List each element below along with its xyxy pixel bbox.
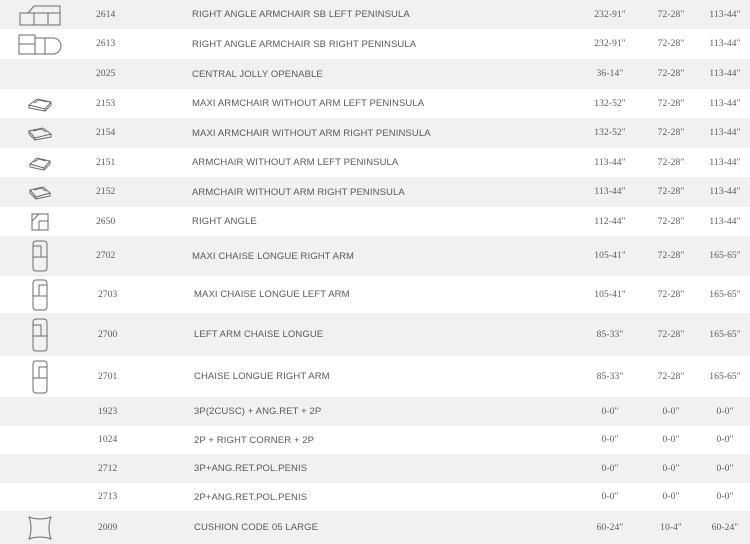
product-description: MAXI ARMCHAIR WITHOUT ARM LEFT PENINSULA [192, 98, 425, 109]
product-description: MAXI CHAISE LONGUE LEFT ARM [194, 289, 350, 300]
product-height: 165-65" [709, 329, 741, 340]
product-code: 2613 [96, 39, 116, 49]
product-width: 232-91" [594, 39, 626, 49]
table-row[interactable] [0, 483, 750, 511]
product-description: RIGHT ANGLE [192, 216, 257, 227]
product-width: 0-0" [601, 492, 619, 502]
product-height: 0-0" [716, 492, 734, 502]
product-width: 132-52" [594, 128, 626, 138]
product-depth: 72-28" [657, 39, 685, 49]
product-description: 2P + RIGHT CORNER + 2P [194, 434, 315, 446]
table-row[interactable] [0, 118, 750, 148]
product-depth: 72-28" [657, 216, 685, 227]
product-code: 2701 [98, 371, 118, 382]
product-description: ARMCHAIR WITHOUT ARM LEFT PENINSULA [192, 157, 399, 168]
product-depth: 72-28" [657, 371, 685, 382]
product-width: 60-24" [596, 522, 624, 533]
right-angle-armchair-left-peninsula-icon [14, 0, 66, 29]
product-height: 113-44" [709, 98, 741, 109]
product-height: 113-44" [709, 69, 741, 79]
table-row[interactable] [0, 454, 750, 483]
armchair-peninsula-icon [14, 177, 66, 207]
product-description: CENTRAL JOLLY OPENABLE [192, 68, 323, 80]
product-description: LEFT ARM CHAISE LONGUE [194, 329, 324, 340]
product-height: 0-0" [716, 435, 734, 445]
table-row[interactable] [0, 148, 750, 177]
product-width: 85-33" [596, 371, 624, 382]
product-width: 36-14" [596, 69, 624, 79]
product-description: CUSHION CODE 05 LARGE [194, 522, 319, 533]
chaise-longue-icon [14, 236, 66, 276]
product-depth: 72-28" [657, 289, 685, 300]
product-code: 2702 [96, 251, 116, 261]
armchair-peninsula-icon [14, 148, 66, 177]
product-description: 3P(2CUSC) + ANG.RET + 2P [194, 406, 322, 417]
product-description: ARMCHAIR WITHOUT ARM RIGHT PENINSULA [192, 186, 405, 198]
product-depth: 72-28" [657, 157, 685, 168]
table-row[interactable] [0, 356, 750, 397]
product-width: 0-0" [601, 406, 619, 417]
right-angle-icon [14, 207, 66, 236]
product-code: 2154 [96, 128, 116, 138]
table-row[interactable] [0, 89, 750, 118]
product-code: 2700 [98, 329, 118, 340]
product-description: RIGHT ANGLE ARMCHAIR SB RIGHT PENINSULA [192, 38, 417, 50]
product-height: 0-0" [716, 406, 734, 417]
table-row[interactable] [0, 397, 750, 426]
product-width: 0-0" [601, 435, 619, 445]
product-code: 1923 [98, 406, 118, 417]
product-description: MAXI CHAISE LONGUE RIGHT ARM [192, 250, 355, 262]
product-height: 165-65" [709, 371, 741, 382]
product-width: 0-0" [601, 463, 619, 474]
product-height: 113-44" [709, 157, 741, 168]
product-height: 0-0" [716, 463, 734, 474]
product-code: 2151 [96, 157, 116, 168]
table-row[interactable] [0, 59, 750, 89]
product-depth: 72-28" [657, 187, 685, 197]
table-row[interactable] [0, 276, 750, 313]
product-height: 113-44" [709, 216, 741, 227]
table-row[interactable] [0, 0, 750, 29]
product-depth: 72-28" [657, 9, 685, 20]
table-row[interactable] [0, 177, 750, 207]
product-depth: 72-28" [657, 251, 685, 261]
product-description: 3P+ANG.RET.POL.PENIS [194, 463, 308, 474]
product-height: 60-24" [711, 522, 739, 533]
product-depth: 72-28" [657, 69, 685, 79]
product-width: 113-44" [594, 187, 626, 197]
empty-icon-cell [14, 397, 66, 426]
product-code: 2009 [98, 522, 118, 533]
product-width: 105-41" [594, 289, 626, 300]
empty-icon-cell [14, 59, 66, 89]
chaise-longue-icon [14, 276, 66, 313]
product-description: RIGHT ANGLE ARMCHAIR SB LEFT PENINSULA [192, 9, 410, 20]
cushion-icon [14, 511, 66, 544]
product-width: 232-91" [594, 9, 626, 20]
product-width: 112-44" [594, 216, 626, 227]
product-height: 165-65" [709, 251, 741, 261]
product-width: 132-52" [594, 98, 626, 109]
product-code: 2713 [98, 492, 118, 502]
product-width: 113-44" [594, 157, 626, 168]
product-code: 2703 [98, 289, 118, 300]
product-code: 2152 [96, 187, 116, 197]
table-row[interactable] [0, 207, 750, 236]
product-depth: 0-0" [662, 406, 680, 417]
product-description: CHAISE LONGUE RIGHT ARM [194, 371, 330, 382]
product-description: 2P+ANG.RET.POL.PENIS [194, 491, 308, 503]
table-row[interactable] [0, 236, 750, 276]
empty-icon-cell [14, 483, 66, 511]
product-code: 1024 [98, 435, 118, 445]
chaise-longue-icon [14, 356, 66, 397]
table-row[interactable] [0, 426, 750, 454]
table-row[interactable] [0, 29, 750, 59]
armchair-peninsula-icon [14, 118, 66, 148]
product-height: 113-44" [709, 187, 741, 197]
armchair-peninsula-icon [14, 89, 66, 118]
product-height: 113-44" [709, 39, 741, 49]
product-depth: 72-28" [657, 329, 685, 340]
product-code: 2025 [96, 69, 116, 79]
product-depth: 0-0" [662, 492, 680, 502]
product-code: 2712 [98, 463, 118, 474]
product-description: MAXI ARMCHAIR WITHOUT ARM RIGHT PENINSULA [192, 127, 431, 139]
product-code: 2153 [96, 98, 116, 109]
product-depth: 0-0" [662, 463, 680, 474]
product-code: 2614 [96, 9, 116, 20]
product-depth: 72-28" [657, 98, 685, 109]
product-code: 2650 [96, 216, 116, 227]
empty-icon-cell [14, 454, 66, 483]
product-depth: 72-28" [657, 128, 685, 138]
product-width: 85-33" [596, 329, 624, 340]
table-row[interactable] [0, 313, 750, 356]
product-depth: 0-0" [662, 435, 680, 445]
product-height: 113-44" [709, 128, 741, 138]
product-depth: 10-4" [660, 522, 682, 533]
table-row[interactable] [0, 511, 750, 544]
product-height: 165-65" [709, 289, 741, 300]
right-angle-armchair-right-peninsula-icon [14, 29, 66, 59]
product-width: 105-41" [594, 251, 626, 261]
chaise-longue-icon [14, 313, 66, 356]
empty-icon-cell [14, 426, 66, 454]
product-height: 113-44" [709, 9, 741, 20]
